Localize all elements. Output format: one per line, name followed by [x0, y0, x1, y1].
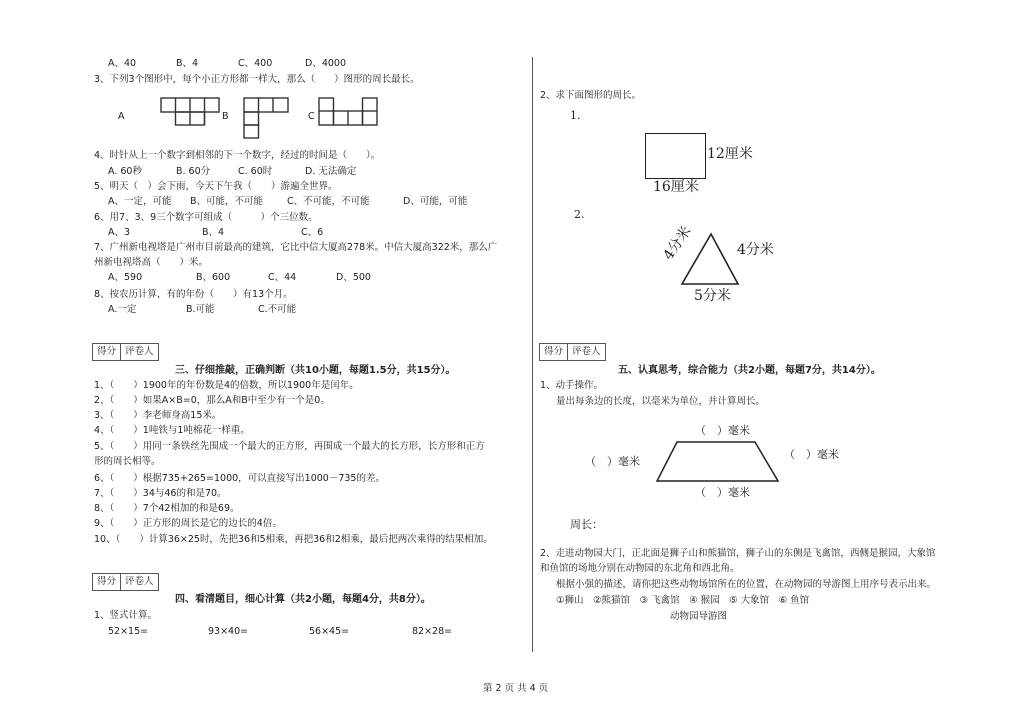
mm-top-label: （ ）毫米 — [695, 424, 750, 437]
grader-label: 评卷人 — [572, 346, 601, 357]
q4-option-a: A. 60秒 — [108, 166, 142, 177]
q4-option-c: C. 60时 — [238, 166, 273, 177]
score-label: 得分 — [93, 344, 121, 360]
fig2-right-label: 4分米 — [737, 242, 774, 258]
sec3-item-1: 1、（ ）1900年的年份数是4的倍数，所以1900年是闰年。 — [94, 380, 359, 391]
calc-4: 82×28= — [412, 626, 453, 637]
fig2-number: 2. — [574, 208, 585, 221]
right-q2: 2、求下面图形的周长。 — [540, 90, 642, 101]
q7-option-d: D、500 — [336, 272, 371, 283]
q6-option-c: C、6 — [301, 227, 324, 238]
sec3-item-5-line1: 5、（ ）用同一条铁丝先围成一个最大的正方形，再围成一个最大的长方形，长方形和正方 — [94, 441, 485, 452]
grader-label: 评卷人 — [125, 346, 154, 357]
q3-label-b: B — [222, 111, 229, 122]
q5-text: 5、明天（ ）会下雨，今天下午我（ ）游遍全世界。 — [94, 181, 338, 192]
q3-label-a: A — [118, 111, 125, 122]
q4-option-d: D. 无法确定 — [305, 166, 357, 177]
sec4-q1: 1、竖式计算。 — [94, 610, 158, 621]
sec3-item-6: 6、（ ）根据735+265=1000，可以直接写出1000－735的差。 — [94, 473, 385, 484]
score-box-sec4 — [92, 573, 159, 591]
trapezoid-figure — [655, 441, 780, 483]
mm-left-label: （ ）毫米 — [585, 455, 640, 468]
sec5-q2-line1: 2、走进动物园大门，正北面是狮子山和熊猫馆，狮子山的东侧是飞禽馆，西侧是猴园，大象馆 — [540, 548, 936, 559]
q3-figure-c — [318, 97, 378, 127]
q5-option-b: B、可能，不可能 — [190, 196, 264, 207]
zoo-map-title: 动物园导游图 — [670, 611, 728, 622]
sec3-item-10: 10、（ ）计算36×25时，先把36和5相乘，再把36和2相乘，最后把两次乘得的结果相加。 — [94, 534, 493, 545]
sec3-item-7: 7、（ ）34与46的和是70。 — [94, 488, 227, 499]
q7-option-b: B、600 — [196, 272, 231, 283]
q5-option-d: D、可能，可能 — [403, 196, 468, 207]
sec3-item-2: 2、（ ）如果A×B=0，那么A和B中至少有一个是0。 — [94, 395, 330, 406]
sec3-item-9: 9、（ ）正方形的周长是它的边长的4倍。 — [94, 518, 282, 529]
sec3-item-8: 8、（ ）7个42相加的和是69。 — [94, 503, 240, 514]
score-label: 得分 — [93, 574, 121, 590]
sec3-item-3: 3、（ ）李老师身高15米。 — [94, 410, 222, 421]
q2-option-c: C、400 — [238, 58, 273, 69]
score-label: 得分 — [540, 344, 568, 360]
zoo-venue-list: ①狮山 ②熊猫馆 ③ 飞禽馆 ④ 猴园 ⑤ 大象馆 ⑥ 鱼馆 — [556, 595, 810, 606]
fig2-left-label: 4分米 — [660, 223, 695, 264]
q8-option-c: C.不可能 — [258, 304, 297, 315]
q7-option-c: C、44 — [268, 272, 297, 283]
calc-3: 56×45= — [309, 626, 350, 637]
q3-text: 3、下列3个图形中，每个小正方形都一样大，那么（ ）图形的周长最长。 — [94, 74, 420, 85]
q6-option-a: A、3 — [108, 227, 131, 238]
fig2-bottom-label: 5分米 — [694, 288, 731, 304]
page-footer: 第 2 页 共 4 页 — [483, 683, 549, 694]
q8-option-b: B.可能 — [186, 304, 215, 315]
q7-text-line1: 7、广州新电视塔是广州市目前最高的建筑，它比中信大厦高278米。中信大厦高322米，那么广 — [94, 242, 498, 253]
sec5-q2-line3: 根据小强的描述，请你把这些动物场馆所在的位置，在动物园的导游图上用序号表示出来。 — [556, 579, 937, 590]
q2-option-a: A、40 — [108, 58, 137, 69]
rectangle-figure — [645, 133, 706, 179]
fig1-bottom-label: 16厘米 — [653, 179, 699, 195]
score-box-sec5 — [539, 343, 606, 361]
q3-label-c: C — [308, 111, 315, 122]
sec5-q1: 1、动手操作。 — [540, 380, 604, 391]
column-divider — [532, 57, 533, 652]
q3-figure-b — [243, 97, 289, 141]
calc-2: 93×40= — [208, 626, 249, 637]
mm-bottom-label: （ ）毫米 — [695, 486, 750, 499]
q2-option-b: B、4 — [176, 58, 199, 69]
perimeter-label: 周长： — [570, 518, 603, 531]
q7-text-line2: 州新电视塔高（ ）米。 — [94, 257, 209, 268]
fig1-side-label: 12厘米 — [707, 146, 753, 162]
section5-title: 五、认真思考，综合能力（共2小题，每题7分，共14分）。 — [618, 365, 881, 376]
q6-text: 6、用7、3、9三个数字可组成（ ）个三位数。 — [94, 212, 318, 223]
q2-option-d: D、4000 — [305, 58, 346, 69]
q8-text: 8、按农历计算，有的年份（ ）有13个月。 — [94, 289, 293, 300]
grader-label: 评卷人 — [125, 576, 154, 587]
section3-title: 三、仔细推敲，正确判断（共10小题，每题1.5分，共15分）。 — [175, 365, 456, 376]
q4-option-b: B. 60分 — [176, 166, 211, 177]
calc-1: 52×15= — [108, 626, 149, 637]
section4-title: 四、看清题目，细心计算（共2小题，每题4分，共8分）。 — [175, 594, 431, 605]
q6-option-b: B、4 — [202, 227, 225, 238]
score-box-sec3 — [92, 343, 159, 361]
sec3-item-5-line2: 形的周长相等。 — [94, 456, 161, 467]
q8-option-a: A.一定 — [108, 304, 137, 315]
fig1-number: 1. — [570, 109, 581, 122]
sec5-q2-line2: 和鱼馆的场地分别在动物园的东北角和西北角。 — [540, 563, 740, 574]
sec5-q1-instruction: 量出每条边的长度，以毫米为单位，并计算周长。 — [556, 396, 766, 407]
q5-option-a: A、一定，可能 — [108, 196, 172, 207]
q5-option-c: C、不可能，不可能 — [287, 196, 370, 207]
mm-right-label: （ ）毫米 — [784, 448, 839, 461]
q3-figure-a — [160, 97, 220, 127]
q7-option-a: A、590 — [108, 272, 143, 283]
sec3-item-4: 4、（ ）1吨铁与1吨棉花一样重。 — [94, 425, 250, 436]
q4-text: 4、时针从上一个数字到相邻的下一个数字，经过的时间是（ ）。 — [94, 150, 381, 161]
